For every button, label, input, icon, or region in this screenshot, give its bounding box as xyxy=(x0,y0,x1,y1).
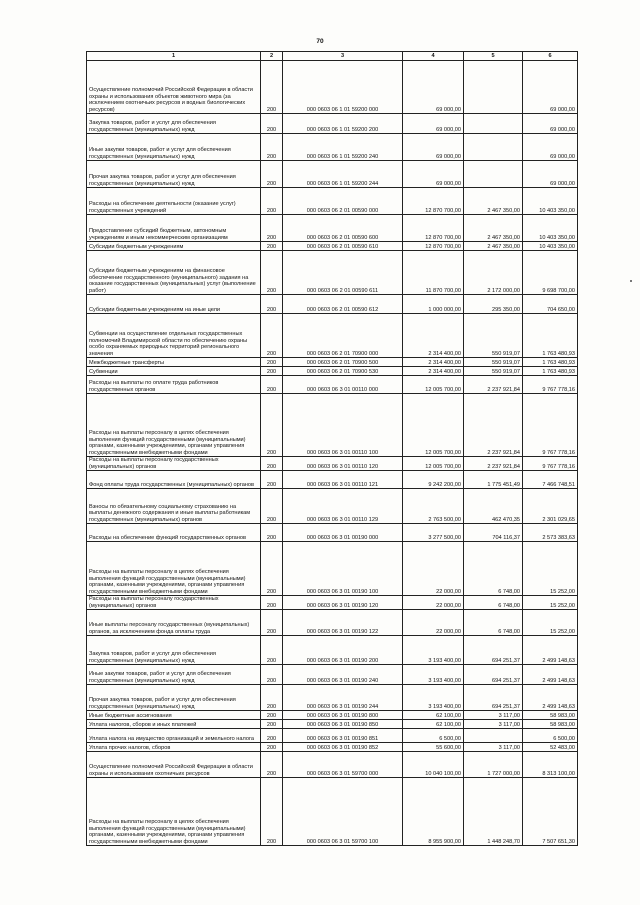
row-executed-amount-cell: 2 467 350,00 xyxy=(464,215,523,242)
row-classification-code-cell: 000 0603 06 3 01 00110 000 xyxy=(283,376,403,394)
row-name-cell: Фонд оплаты труда государственных (муниципальных) органов xyxy=(87,471,261,489)
table-row xyxy=(87,610,578,636)
row-executed-amount-cell: 2 467 350,00 xyxy=(464,188,523,215)
table-row xyxy=(87,61,578,114)
row-unexecuted-amount-cell: 15 252,00 xyxy=(523,596,578,610)
row-unexecuted-amount-cell: 10 403 350,00 xyxy=(523,188,578,215)
row-admin-code-cell: 200 xyxy=(261,720,283,729)
row-admin-code-cell: 200 xyxy=(261,61,283,114)
row-executed-amount-cell: 2 237 921,84 xyxy=(464,376,523,394)
row-name-cell: Иные закупки товаров, работ и услуг для обеспечения государственных (муниципальных) нужд xyxy=(87,665,261,685)
table-row xyxy=(87,596,578,610)
row-approved-amount-cell: 2 763 500,00 xyxy=(403,489,464,524)
row-classification-code-cell: 000 0603 06 1 01 59200 244 xyxy=(283,161,403,188)
row-approved-amount-cell: 1 000 000,00 xyxy=(403,295,464,314)
row-name-cell: Уплата налогов, сборов и иных платежей xyxy=(87,720,261,729)
row-unexecuted-amount-cell: 58 983,00 xyxy=(523,711,578,720)
row-name-cell: Субвенции xyxy=(87,367,261,376)
table-header-row xyxy=(87,52,578,61)
table-row xyxy=(87,636,578,665)
row-executed-amount-cell: 694 251,37 xyxy=(464,685,523,711)
row-unexecuted-amount-cell: 69 000,00 xyxy=(523,161,578,188)
scan-mark xyxy=(630,280,632,282)
row-approved-amount-cell: 10 040 100,00 xyxy=(403,752,464,778)
row-approved-amount-cell: 2 314 400,00 xyxy=(403,314,464,358)
row-admin-code-cell: 200 xyxy=(261,215,283,242)
row-admin-code-cell: 200 xyxy=(261,242,283,251)
row-admin-code-cell: 200 xyxy=(261,314,283,358)
row-admin-code-cell: 200 xyxy=(261,665,283,685)
row-name-cell: Расходы на обеспечение функций государственных органов xyxy=(87,524,261,542)
row-approved-amount-cell: 69 000,00 xyxy=(403,161,464,188)
row-approved-amount-cell: 62 100,00 xyxy=(403,711,464,720)
row-classification-code-cell: 000 0603 06 3 01 00190 120 xyxy=(283,596,403,610)
row-unexecuted-amount-cell: 7 466 748,51 xyxy=(523,471,578,489)
row-name-cell: Осуществление полномочий Российской Федерации в области охраны и использования охотничьих ресурсов xyxy=(87,752,261,778)
row-classification-code-cell: 000 0603 06 3 01 00190 122 xyxy=(283,610,403,636)
column-header: 3 xyxy=(283,52,403,61)
row-unexecuted-amount-cell: 69 000,00 xyxy=(523,134,578,161)
table-row xyxy=(87,778,578,846)
row-admin-code-cell: 200 xyxy=(261,161,283,188)
row-admin-code-cell: 200 xyxy=(261,610,283,636)
row-classification-code-cell: 000 0603 06 3 01 00110 100 xyxy=(283,394,403,457)
row-name-cell: Расходы на выплаты по оплате труда работников государственных органов xyxy=(87,376,261,394)
table-row xyxy=(87,752,578,778)
row-classification-code-cell: 000 0603 06 3 01 00190 852 xyxy=(283,743,403,752)
row-approved-amount-cell: 69 000,00 xyxy=(403,61,464,114)
row-classification-code-cell: 000 0603 06 3 01 00110 129 xyxy=(283,489,403,524)
row-classification-code-cell: 000 0603 06 2 01 70900 530 xyxy=(283,367,403,376)
row-name-cell: Субсидии бюджетным учреждениям xyxy=(87,242,261,251)
row-classification-code-cell: 000 0603 06 3 01 00190 100 xyxy=(283,542,403,596)
row-admin-code-cell: 200 xyxy=(261,778,283,846)
row-executed-amount-cell: 2 467 350,00 xyxy=(464,242,523,251)
row-classification-code-cell: 000 0603 06 3 01 59700 100 xyxy=(283,778,403,846)
row-unexecuted-amount-cell: 704 650,00 xyxy=(523,295,578,314)
row-name-cell: Уплата прочих налогов, сборов xyxy=(87,743,261,752)
row-executed-amount-cell xyxy=(464,161,523,188)
row-name-cell: Предоставление субсидий бюджетным, автономным учреждениям и иным некоммерческим организациям xyxy=(87,215,261,242)
row-admin-code-cell: 200 xyxy=(261,376,283,394)
row-admin-code-cell: 200 xyxy=(261,636,283,665)
row-name-cell: Межбюджетные трансферты xyxy=(87,358,261,367)
row-approved-amount-cell: 69 000,00 xyxy=(403,134,464,161)
row-approved-amount-cell: 2 314 400,00 xyxy=(403,367,464,376)
table-row xyxy=(87,188,578,215)
row-unexecuted-amount-cell: 7 507 651,30 xyxy=(523,778,578,846)
row-executed-amount-cell: 3 117,00 xyxy=(464,711,523,720)
column-header: 4 xyxy=(403,52,464,61)
row-name-cell: Осуществление полномочий Российской Федерации в области охраны и использования объектов животного мира (за исключением охотничьих ресурсов и водных биологических ресурсов) xyxy=(87,61,261,114)
row-classification-code-cell: 000 0603 06 2 01 00590 611 xyxy=(283,251,403,295)
row-approved-amount-cell: 62 100,00 xyxy=(403,720,464,729)
row-classification-code-cell: 000 0603 06 1 01 59200 240 xyxy=(283,134,403,161)
row-executed-amount-cell: 1 775 451,49 xyxy=(464,471,523,489)
table-row xyxy=(87,114,578,134)
row-classification-code-cell: 000 0603 06 2 01 00590 612 xyxy=(283,295,403,314)
row-name-cell: Иные выплаты персоналу государственных (муниципальных) органов, за исключением фонда оплаты труда xyxy=(87,610,261,636)
table-row xyxy=(87,295,578,314)
row-admin-code-cell: 200 xyxy=(261,524,283,542)
row-name-cell: Взносы по обязательному социальному страхованию на выплаты денежного содержания и иные выплаты работникам государственных (муниципальных) органов xyxy=(87,489,261,524)
row-executed-amount-cell: 694 251,37 xyxy=(464,636,523,665)
table-row xyxy=(87,489,578,524)
row-admin-code-cell: 200 xyxy=(261,295,283,314)
table-row xyxy=(87,251,578,295)
row-unexecuted-amount-cell: 2 301 029,65 xyxy=(523,489,578,524)
table-row xyxy=(87,720,578,729)
row-approved-amount-cell: 3 193 400,00 xyxy=(403,636,464,665)
row-name-cell: Расходы на выплаты персоналу в целях обеспечения выполнения функций государственными (муниципальными) органами, казенными учреждениями, органами управления государственными внебюджетными фондами xyxy=(87,778,261,846)
row-executed-amount-cell: 6 748,00 xyxy=(464,542,523,596)
row-approved-amount-cell: 12 870 700,00 xyxy=(403,215,464,242)
row-classification-code-cell: 000 0603 06 3 01 00190 244 xyxy=(283,685,403,711)
row-approved-amount-cell: 3 193 400,00 xyxy=(403,685,464,711)
row-name-cell: Расходы на обеспечение деятельности (оказание услуг) государственных учреждений xyxy=(87,188,261,215)
table-row xyxy=(87,314,578,358)
row-approved-amount-cell: 22 000,00 xyxy=(403,542,464,596)
column-header: 1 xyxy=(87,52,261,61)
table-row xyxy=(87,665,578,685)
row-classification-code-cell: 000 0603 06 2 01 00590 610 xyxy=(283,242,403,251)
row-admin-code-cell: 200 xyxy=(261,394,283,457)
table-row xyxy=(87,471,578,489)
row-unexecuted-amount-cell: 9 767 778,16 xyxy=(523,394,578,457)
row-name-cell: Иные бюджетные ассигнования xyxy=(87,711,261,720)
row-admin-code-cell: 200 xyxy=(261,471,283,489)
row-unexecuted-amount-cell: 1 763 480,93 xyxy=(523,358,578,367)
table-row xyxy=(87,215,578,242)
row-admin-code-cell: 200 xyxy=(261,367,283,376)
row-unexecuted-amount-cell: 69 000,00 xyxy=(523,61,578,114)
row-approved-amount-cell: 6 500,00 xyxy=(403,729,464,743)
row-approved-amount-cell: 3 193 400,00 xyxy=(403,665,464,685)
row-unexecuted-amount-cell: 6 500,00 xyxy=(523,729,578,743)
table-row xyxy=(87,134,578,161)
row-executed-amount-cell: 6 748,00 xyxy=(464,610,523,636)
row-unexecuted-amount-cell: 1 763 480,93 xyxy=(523,314,578,358)
table-row xyxy=(87,743,578,752)
row-executed-amount-cell: 550 919,07 xyxy=(464,367,523,376)
row-name-cell: Уплата налога на имущество организаций и земельного налога xyxy=(87,729,261,743)
row-executed-amount-cell xyxy=(464,729,523,743)
row-executed-amount-cell: 2 237 921,84 xyxy=(464,394,523,457)
row-classification-code-cell: 000 0603 06 3 01 59700 000 xyxy=(283,752,403,778)
row-unexecuted-amount-cell: 10 403 350,00 xyxy=(523,215,578,242)
row-executed-amount-cell: 1 448 248,70 xyxy=(464,778,523,846)
row-approved-amount-cell: 3 277 500,00 xyxy=(403,524,464,542)
row-unexecuted-amount-cell: 15 252,00 xyxy=(523,610,578,636)
row-admin-code-cell: 200 xyxy=(261,743,283,752)
row-unexecuted-amount-cell: 52 483,00 xyxy=(523,743,578,752)
row-admin-code-cell: 200 xyxy=(261,457,283,471)
table-row xyxy=(87,161,578,188)
row-admin-code-cell: 200 xyxy=(261,729,283,743)
row-unexecuted-amount-cell: 2 499 148,63 xyxy=(523,685,578,711)
row-executed-amount-cell xyxy=(464,134,523,161)
table-row xyxy=(87,394,578,457)
table-row xyxy=(87,457,578,471)
table-row xyxy=(87,367,578,376)
row-admin-code-cell: 200 xyxy=(261,188,283,215)
row-name-cell: Субсидии бюджетным учреждениям на иные цели xyxy=(87,295,261,314)
row-admin-code-cell: 200 xyxy=(261,134,283,161)
row-executed-amount-cell: 3 117,00 xyxy=(464,720,523,729)
row-approved-amount-cell: 12 870 700,00 xyxy=(403,188,464,215)
row-executed-amount-cell: 6 748,00 xyxy=(464,596,523,610)
row-classification-code-cell: 000 0603 06 3 01 00190 850 xyxy=(283,720,403,729)
row-unexecuted-amount-cell: 69 000,00 xyxy=(523,114,578,134)
row-approved-amount-cell: 9 242 200,00 xyxy=(403,471,464,489)
row-name-cell: Расходы на выплаты персоналу в целях обеспечения выполнения функций государственными (муниципальными) органами, казенными учреждениями, органами управления государственными внебюджетными фондами xyxy=(87,394,261,457)
row-approved-amount-cell: 12 870 700,00 xyxy=(403,242,464,251)
row-unexecuted-amount-cell: 2 499 148,63 xyxy=(523,636,578,665)
row-classification-code-cell: 000 0603 06 2 01 00590 600 xyxy=(283,215,403,242)
row-approved-amount-cell: 2 314 400,00 xyxy=(403,358,464,367)
table-row xyxy=(87,542,578,596)
row-name-cell: Иные закупки товаров, работ и услуг для обеспечения государственных (муниципальных) нужд xyxy=(87,134,261,161)
budget-table xyxy=(86,51,578,846)
row-unexecuted-amount-cell: 2 499 148,63 xyxy=(523,665,578,685)
row-admin-code-cell: 200 xyxy=(261,251,283,295)
row-classification-code-cell: 000 0603 06 3 01 00190 851 xyxy=(283,729,403,743)
row-approved-amount-cell: 12 005 700,00 xyxy=(403,394,464,457)
row-executed-amount-cell: 550 919,07 xyxy=(464,314,523,358)
table-row xyxy=(87,729,578,743)
row-admin-code-cell: 200 xyxy=(261,358,283,367)
row-approved-amount-cell: 22 000,00 xyxy=(403,610,464,636)
row-executed-amount-cell: 694 251,37 xyxy=(464,665,523,685)
column-header: 6 xyxy=(523,52,578,61)
row-classification-code-cell: 000 0603 06 3 01 00190 240 xyxy=(283,665,403,685)
row-executed-amount-cell: 295 350,00 xyxy=(464,295,523,314)
row-approved-amount-cell: 55 600,00 xyxy=(403,743,464,752)
row-approved-amount-cell: 12 005 700,00 xyxy=(403,376,464,394)
row-name-cell: Прочая закупка товаров, работ и услуг для обеспечения государственных (муниципальных) нужд xyxy=(87,161,261,188)
row-name-cell: Прочая закупка товаров, работ и услуг для обеспечения государственных (муниципальных) нужд xyxy=(87,685,261,711)
table-row xyxy=(87,685,578,711)
row-classification-code-cell: 000 0603 06 2 01 00590 000 xyxy=(283,188,403,215)
row-executed-amount-cell: 462 470,35 xyxy=(464,489,523,524)
row-unexecuted-amount-cell: 1 763 480,93 xyxy=(523,367,578,376)
row-classification-code-cell: 000 0603 06 2 01 70900 000 xyxy=(283,314,403,358)
row-name-cell: Закупка товаров, работ и услуг для обеспечения государственных (муниципальных) нужд xyxy=(87,114,261,134)
row-admin-code-cell: 200 xyxy=(261,752,283,778)
row-approved-amount-cell: 22 000,00 xyxy=(403,596,464,610)
row-admin-code-cell: 200 xyxy=(261,596,283,610)
row-unexecuted-amount-cell: 2 573 383,63 xyxy=(523,524,578,542)
row-classification-code-cell: 000 0603 06 3 01 00190 200 xyxy=(283,636,403,665)
row-admin-code-cell: 200 xyxy=(261,542,283,596)
row-unexecuted-amount-cell: 9 767 778,16 xyxy=(523,457,578,471)
row-executed-amount-cell xyxy=(464,114,523,134)
row-name-cell: Закупка товаров, работ и услуг для обеспечения государственных (муниципальных) нужд xyxy=(87,636,261,665)
row-unexecuted-amount-cell: 8 313 100,00 xyxy=(523,752,578,778)
row-unexecuted-amount-cell: 9 698 700,00 xyxy=(523,251,578,295)
row-admin-code-cell: 200 xyxy=(261,114,283,134)
row-classification-code-cell: 000 0603 06 2 01 70900 500 xyxy=(283,358,403,367)
row-name-cell: Расходы на выплаты персоналу в целях обеспечения выполнения функций государственными (муниципальными) органами, казенными учреждениями, органами управления государственными внебюджетными фондами xyxy=(87,542,261,596)
row-executed-amount-cell xyxy=(464,61,523,114)
table-row xyxy=(87,711,578,720)
row-executed-amount-cell: 2 237 921,84 xyxy=(464,457,523,471)
table-row xyxy=(87,376,578,394)
row-executed-amount-cell: 1 727 000,00 xyxy=(464,752,523,778)
row-unexecuted-amount-cell: 9 767 778,16 xyxy=(523,376,578,394)
table-row xyxy=(87,242,578,251)
page-number: 70 xyxy=(316,38,324,45)
row-executed-amount-cell: 3 117,00 xyxy=(464,743,523,752)
row-unexecuted-amount-cell: 10 403 350,00 xyxy=(523,242,578,251)
row-admin-code-cell: 200 xyxy=(261,711,283,720)
row-admin-code-cell: 200 xyxy=(261,685,283,711)
row-classification-code-cell: 000 0603 06 1 01 59200 000 xyxy=(283,61,403,114)
row-classification-code-cell: 000 0603 06 3 01 00110 120 xyxy=(283,457,403,471)
row-name-cell: Субвенции на осуществление отдельных государственных полномочий Владимирской области по обеспечению охраны особо охраняемых природных территорий регионального значения xyxy=(87,314,261,358)
row-name-cell: Субсидии бюджетным учреждениям на финансовое обеспечение государственного (муниципального) задания на оказание государственных (муниципальных) услуг (выполнение работ) xyxy=(87,251,261,295)
row-classification-code-cell: 000 0603 06 3 01 00110 121 xyxy=(283,471,403,489)
row-executed-amount-cell: 2 172 000,00 xyxy=(464,251,523,295)
row-classification-code-cell: 000 0603 06 3 01 00190 000 xyxy=(283,524,403,542)
row-unexecuted-amount-cell: 15 252,00 xyxy=(523,542,578,596)
row-approved-amount-cell: 69 000,00 xyxy=(403,114,464,134)
row-approved-amount-cell: 8 955 900,00 xyxy=(403,778,464,846)
table-row xyxy=(87,524,578,542)
row-executed-amount-cell: 704 116,37 xyxy=(464,524,523,542)
row-executed-amount-cell: 550 919,07 xyxy=(464,358,523,367)
row-unexecuted-amount-cell: 58 983,00 xyxy=(523,720,578,729)
row-classification-code-cell: 000 0603 06 3 01 00190 800 xyxy=(283,711,403,720)
row-approved-amount-cell: 11 870 700,00 xyxy=(403,251,464,295)
row-admin-code-cell: 200 xyxy=(261,489,283,524)
column-header: 5 xyxy=(464,52,523,61)
row-name-cell: Расходы на выплаты персоналу государственных (муниципальных) органов xyxy=(87,596,261,610)
column-header: 2 xyxy=(261,52,283,61)
table-row xyxy=(87,358,578,367)
row-approved-amount-cell: 12 005 700,00 xyxy=(403,457,464,471)
row-classification-code-cell: 000 0603 06 1 01 59200 200 xyxy=(283,114,403,134)
row-name-cell: Расходы на выплаты персоналу государственных (муниципальных) органов xyxy=(87,457,261,471)
